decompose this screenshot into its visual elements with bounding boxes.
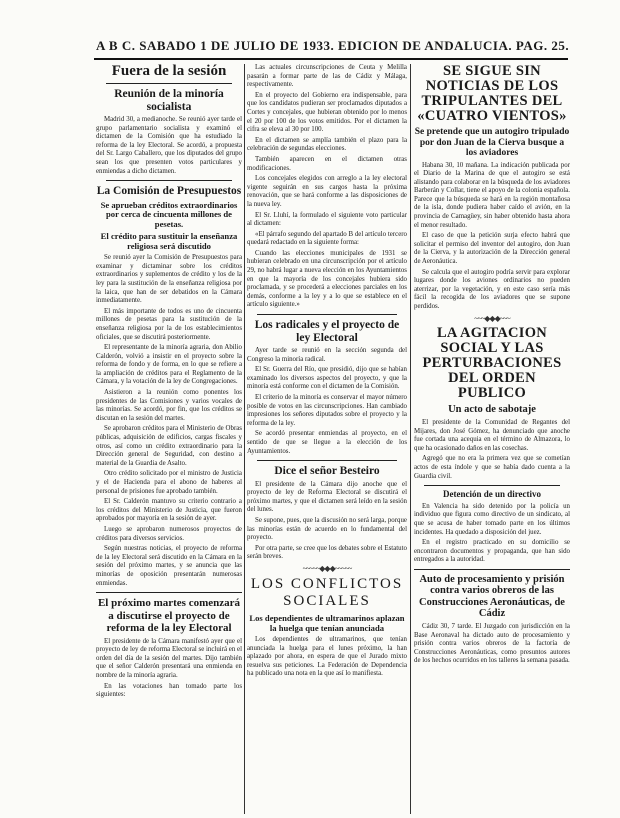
divider xyxy=(106,83,232,84)
column-middle xyxy=(247,64,407,816)
article-subheadline: Detención de un directivo xyxy=(442,489,542,500)
masthead-rule xyxy=(94,58,568,60)
divider xyxy=(414,569,570,570)
article-headline: Reunión de la minoría socialista xyxy=(114,88,224,113)
article-paragraph: Por otra parte, se cree que los debates sobre el Estatuto serán breves. xyxy=(247,544,407,561)
divider xyxy=(96,592,242,593)
article-paragraph: En el proyecto del Gobierno era indispensable, para que los candidatos pudieran ser proclamados diputados a Cortes y concejales, que hubieran obtenido por lo menos el 20 por 100 de los votos emitidos. Por el dictamen la cifra se eleva al 30 por 100. xyxy=(247,91,407,134)
article-paragraph: Ayer tarde se reunió en la sección segunda del Congreso la minoría radical. xyxy=(247,347,407,363)
article-paragraph: Los concejales elegidos con arreglo a la ley electoral vigente seguirán en sus cargos hasta la próxima renovación, que se hará conforme a las disposiciones de la nueva ley. xyxy=(247,175,407,208)
article-paragraph: Cuando las elecciones municipales de 1931 se hubieran celebrado en una circunscripción por el artículo 29, no habrá lugar a nueva elección en los Ayuntamientos en que la mayoría de los concejales hubiera sido proclamada, y se procederá a elecciones parciales en los demás, conforme a la ley y a lo que se establece en el artículo siguiente.» xyxy=(247,249,407,309)
article-subheadline: Se pretende que un autogiro tripulado por don Juan de la Cierva busque a los aviadores xyxy=(414,127,570,158)
article-headline: SE SIGUE SIN NOTICIAS DE LOS TRIPULANTES DEL «CUATRO VIENTOS» xyxy=(417,64,567,124)
article-paragraph: Se acordó presentar enmiendas al proyecto, en el sentido de que se llegue a la elección de los Ayuntamientos. xyxy=(247,430,407,455)
article-paragraph: Cádiz 30, 7 tarde. El Juzgado con jurisdicción en la Base Aeronaval ha dictado auto de procesamiento y prisión contra varios obreros de la factoría de Construcciones Aeronáuticas, como presuntos autores de los hechos ocurridos en los talleres la semana pasada. xyxy=(414,622,570,665)
article-paragraph: En el registro practicado en su domicilio se encontraron documentos y propaganda, que han sido entregados a la autoridad. xyxy=(414,539,570,564)
article-paragraph: El presidente de la Cámara manifestó ayer que el proyecto de ley de reforma Electoral se incluirá en el orden del día de la sesión del martes. Dijo también que el señor Calderón presentará una enmienda en nombre de la minoría agraria. xyxy=(96,637,242,679)
article-paragraph: En Valencia ha sido detenido por la policía un individuo que figura como directivo de un sindicato, al que se acusa de haber tomado parte en los últimos incidentes. Ha quedado a disposición del juez. xyxy=(414,502,570,536)
column-rule-2 xyxy=(410,64,411,814)
divider xyxy=(257,460,397,461)
article-paragraph: Las actuales circunscripciones de Ceuta y Melilla pasarán a formar parte de las de Cádiz y Málaga, respectivamente. xyxy=(247,64,407,89)
article-paragraph: El criterio de la minoría es conservar el mayor número posible de votos en las circunscripciones. Han cambiado impresiones los señores diputados sobre el proyecto y la reforma de la ley. xyxy=(247,394,407,427)
article-paragraph: Se aprobaron créditos para el Ministerio de Obras públicas, adquisición de edificios, cargas fiscales y otros, así como un crédito extraordinario para la Dirección general de Seguridad, con destino a material de la Guardia de Asalto. xyxy=(96,425,242,467)
article-paragraph: El Sr. Lluhí, la formulado el siguiente voto particular al dictamen: xyxy=(247,211,407,228)
article-headline: Dice el señor Besteiro xyxy=(274,465,380,478)
article-paragraph: «El párrafo segundo del apartado B del artículo tercero quedará redactado en la siguiente forma: xyxy=(247,230,407,247)
article-paragraph: Agregó que no era la primera vez que se cometían actos de esta índole y que se había dado cuenta a la Guardia civil. xyxy=(414,455,570,480)
ornament-divider: ~~~~~◆◆◆~~~~~ xyxy=(302,564,352,573)
page-masthead: A B C. SABADO 1 DE JULIO DE 1933. EDICION DE ANDALUCIA. PAG. 25. xyxy=(96,38,570,53)
article-paragraph: Otro crédito solicitado por el ministro de Justicia y el de Hacienda para el abono de haberes al personal de prisiones fue aprobado también. xyxy=(96,470,242,495)
article-paragraph: El presidente de la Comunidad de Regantes del Mijares, don José Gómez, ha denunciado que anoche fue cortada una acequia en el término de Almazora, lo que ha ocasionado daños en las cosechas. xyxy=(414,419,570,452)
article-paragraph: El representante de la minoría agraria, don Abilio Calderón, volvió a insistir en el proyecto sobre la reforma de fondo y de forma, en lo que se refiere a la ampliación de créditos para el Reglamento de la Cámara, y la votación de la ley de Congregaciones. xyxy=(96,344,242,386)
article-paragraph: Madrid 30, a medianoche. Se reunió ayer tarde el grupo parlamentario socialista y examinó el dictamen de la Comisión que ha estudiado la reforma de la ley Electoral. Se acordó, a propuesta del Sr. Largo Caballero, que los diputados del grupo sean los que presenten votos particulares y enmiendas a dicho dictamen. xyxy=(96,116,242,175)
article-paragraph: El presidente de la Cámara dijo anoche que el proyecto de ley de Reforma Electoral se discutirá el próximo martes, y que el dictamen será leído en la sesión del lunes. xyxy=(247,480,407,514)
column-right xyxy=(414,64,570,816)
article-paragraph: Los dependientes de ultramarinos, que tenían anunciada la huelga para el lunes próximo, la han aplazado por ahora, en espera de que el Jurado mixto resuelva sus peticiones. La Federación de Dependencia ha publicado una nota en la que así lo manifiesta. xyxy=(247,636,407,678)
column-rule-1 xyxy=(244,64,245,814)
section-title: Fuera de la sesión xyxy=(111,64,227,79)
article-subheadline: Un acto de sabotaje xyxy=(448,403,536,415)
article-headline: El próximo martes comenzará a discutirse el proyecto de reforma de la ley Electoral xyxy=(97,597,241,635)
ornament-divider: ~~~◆◆◆~~~ xyxy=(474,313,510,323)
article-paragraph: En el dictamen se amplía también el plazo para la celebración de segundas elecciones. xyxy=(247,136,407,153)
article-paragraph: El caso de que la petición surja efecto habrá que solicitar el permiso del inventor del autogiro, don Juan de la Cierva, y la autorización de la Dirección general de Aeronáutica. xyxy=(414,232,570,266)
article-paragraph: Se calcula que el autogiro podría servir para explorar lugares donde los aviones ordinarios no pueden aterrizar, por la vegetación, y en este caso sería más fácil la recogida de los aviadores que se supone perdidos. xyxy=(414,268,570,310)
divider xyxy=(257,314,397,315)
article-paragraph: El Sr. Guerra del Río, que presidió, dijo que se habían examinado los diversos aspectos del proyecto, y que la minoría está conforme con el dictamen de la Comisión. xyxy=(247,366,407,391)
divider xyxy=(106,180,232,181)
article-paragraph: Luego se aprobaron numerosos proyectos de créditos para diversos servicios. xyxy=(96,525,242,542)
article-paragraph: También aparecen en el dictamen otras modificaciones. xyxy=(247,155,407,172)
article-headline: LA AGITACION SOCIAL Y LAS PERTURBACIONES DEL ORDEN PUBLICO xyxy=(422,324,562,401)
article-paragraph: El más importante de todos es uno de cincuenta millones de pesetas para la sustitución de la enseñanza religiosa por la de los establecimientos oficiales, que se discutirá posteriormente. xyxy=(96,307,242,341)
article-paragraph: Asistieron a la reunión como ponentes los presidentes de las Comisiones y varios vocales de las minorías. Se acordó, por fin, que los créditos se discutan en la sesión del martes. xyxy=(96,389,242,422)
article-paragraph: Se supone, pues, que la discusión no será larga, porque las minorías están de acuerdo en lo fundamental del proyecto. xyxy=(247,517,407,542)
column-left xyxy=(96,64,242,816)
article-paragraph: Habana 30, 10 mañana. La indicación publicada por el Diario de la Marina de que el autogiro se está alistando para colaborar en la búsqueda de los aviadores Barberán y Collar, tiene el apoyo de la colonia española. Parece que la búsqueda se hará en la región montañosa de la isla, donde pudiera haber caído el avión, en la provincia de Camagüey, sin haber obtenido hasta ahora el menor resultado. xyxy=(414,161,570,229)
article-subheadline: El crédito para sustituir la enseñanza religiosa será discutido xyxy=(100,231,238,251)
article-paragraph: El Sr. Calderón mantuvo su criterio contrario a los créditos del Ministerio de Justicia, que fueron aprobados por mayoría en la sesión de ayer. xyxy=(96,498,242,523)
article-headline: Los radicales y el proyecto de ley Electoral xyxy=(254,319,400,344)
article-headline: La Comisión de Presupuestos xyxy=(96,185,242,198)
article-paragraph: Según nuestras noticias, el proyecto de reforma de la ley Electoral será discutido en la Cámara en la sesión del próximo martes, y se anuncia que las minorías de oposición presentarán numerosas enmiendas. xyxy=(96,545,242,587)
article-subheadline: Los dependientes de ultramarinos aplazan la huelga que tenían anunciada xyxy=(249,613,405,633)
article-headline: LOS CONFLICTOS SOCIALES xyxy=(250,576,404,609)
divider xyxy=(424,485,560,486)
article-subheadline: Se aprueban créditos extraordinarios por cerca de cincuenta millones de pesetas. xyxy=(100,199,238,229)
article-paragraph: En las votaciones han tomado parte los siguientes: xyxy=(96,682,242,699)
article-paragraph: Se reunió ayer la Comisión de Presupuestos para examinar y dictaminar sobre los créditos extraordinarios y suplementos de crédito y los de la ley para la sustitución de la enseñanza religiosa por la laica, que han de ser debatidos en la Cámara inmediatamente. xyxy=(96,254,242,305)
article-headline: Auto de procesamiento y prisión contra varios obreros de las Construcciones Aeronáuticas, de Cádiz xyxy=(419,573,565,620)
